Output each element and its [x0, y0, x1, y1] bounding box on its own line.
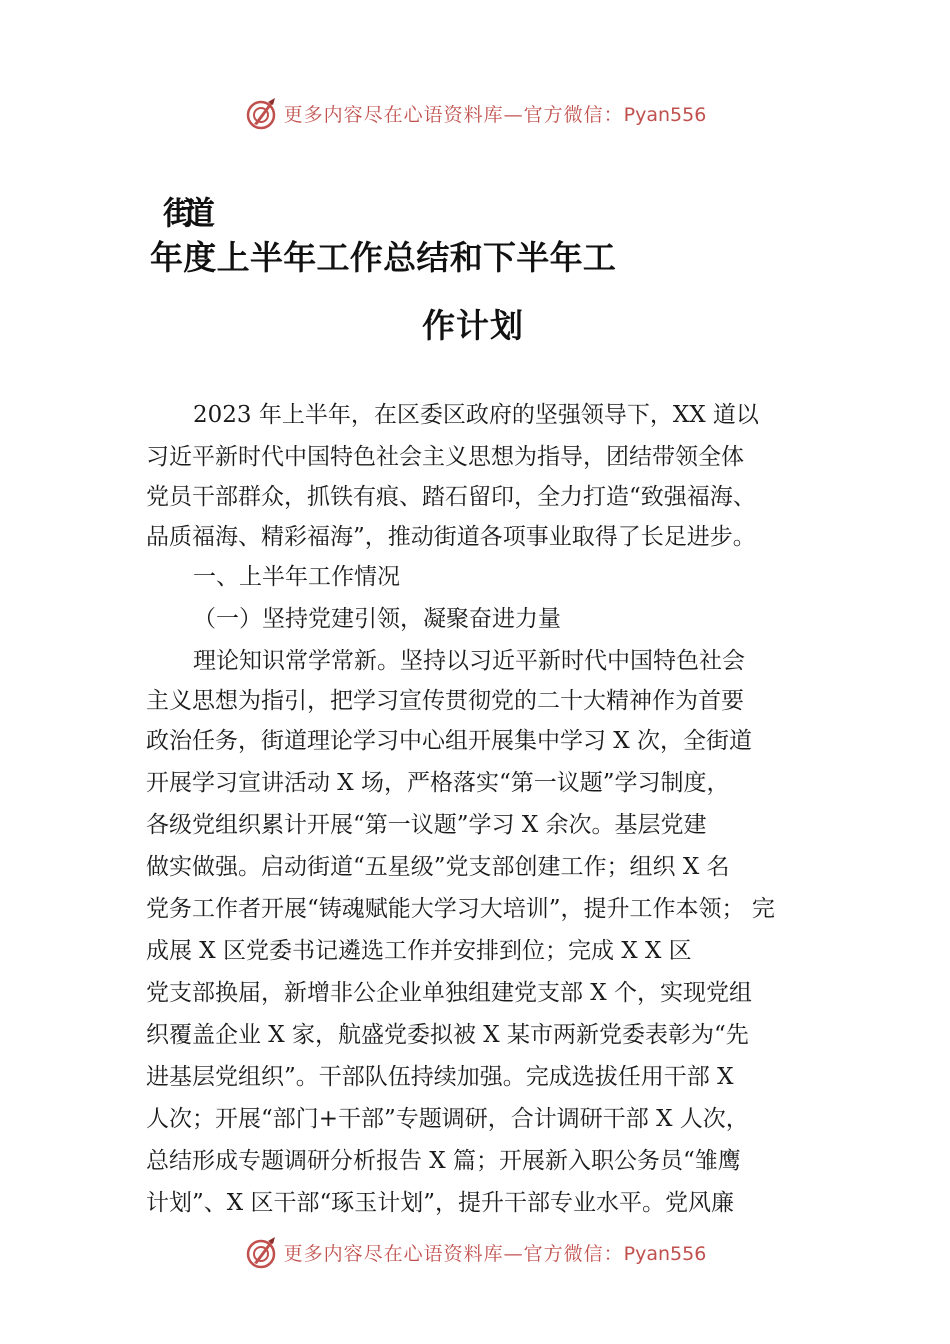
body-line: 做实做强。启动街道“五星级”党支部创建工作；组织 X 名 — [146, 854, 730, 880]
quill-logo-icon — [244, 1235, 278, 1269]
quill-logo-icon — [244, 96, 278, 130]
watermark-banner-top — [0, 93, 950, 133]
body-line: 理论知识常学常新。坚持以习近平新时代中国特色社会 — [193, 648, 745, 674]
watermark-text: 更多内容尽在心语资料库—官方微信：Pyan556 — [283, 103, 707, 126]
body-line: 党务工作者开展“铸魂赋能大学习大培训”，提升工作本领； 完 — [146, 896, 775, 922]
body-line: 计划”、X 区干部“琢玉计划”，提升干部专业水平。党风廉 — [146, 1190, 734, 1216]
body-line: 习近平新时代中国特色社会主义思想为指导，团结带领全体 — [146, 444, 744, 470]
body-line: 人次；开展“部门+干部”专题调研，合计调研干部 X 人次， — [146, 1106, 749, 1132]
doc-title-line-1: 年度上半年工作总结和下半年工 — [150, 238, 617, 277]
body-line: 主义思想为指引，把学习宣传贯彻党的二十大精神作为首要 — [146, 688, 744, 714]
section-heading: 一、上半年工作情况 — [193, 564, 400, 590]
watermark-wechat-id: Pyan556 — [623, 103, 707, 126]
watermark-banner-bottom — [0, 1232, 950, 1272]
watermark-text: 更多内容尽在心语资料库—官方微信：Pyan556 — [283, 1242, 707, 1265]
body-line: 各级党组织累计开展“第一议题”学习 X 余次。基层党建 — [146, 812, 707, 838]
body-line: 品质福海、精彩福海”，推动街道各项事业取得了长足进步。 — [146, 524, 756, 550]
doc-title-prefix: 街道 — [163, 194, 204, 232]
body-line: 2023 年上半年，在区委区政府的坚强领导下，XX 道以 — [193, 402, 759, 428]
body-line: 成展 X 区党委书记遴选工作并安排到位；完成 X X 区 — [146, 938, 692, 964]
body-line: 织覆盖企业 X 家，航盛党委拟被 X 某市两新党委表彰为“先 — [146, 1022, 749, 1048]
doc-title-line-2: 作计划 — [422, 306, 524, 345]
body-line: 总结形成专题调研分析报告 X 篇；开展新入职公务员“雏鹰 — [146, 1148, 741, 1174]
body-line: 政治任务，街道理论学习中心组开展集中学习 X 次，全街道 — [146, 728, 752, 754]
body-line: 开展学习宣讲活动 X 场，严格落实“第一议题”学习制度， — [146, 770, 730, 796]
body-line: 进基层党组织”。干部队伍持续加强。完成选拔任用干部 X — [146, 1064, 734, 1090]
body-line: 党支部换届，新增非公企业单独组建党支部 X 个，实现党组 — [146, 980, 752, 1006]
subsection-heading: （一）坚持党建引领，凝聚奋进力量 — [193, 606, 561, 632]
body-line: 党员干部群众，抓铁有痕、踏石留印，全力打造“致强福海、 — [146, 484, 756, 510]
watermark-wechat-id: Pyan556 — [623, 1242, 707, 1265]
